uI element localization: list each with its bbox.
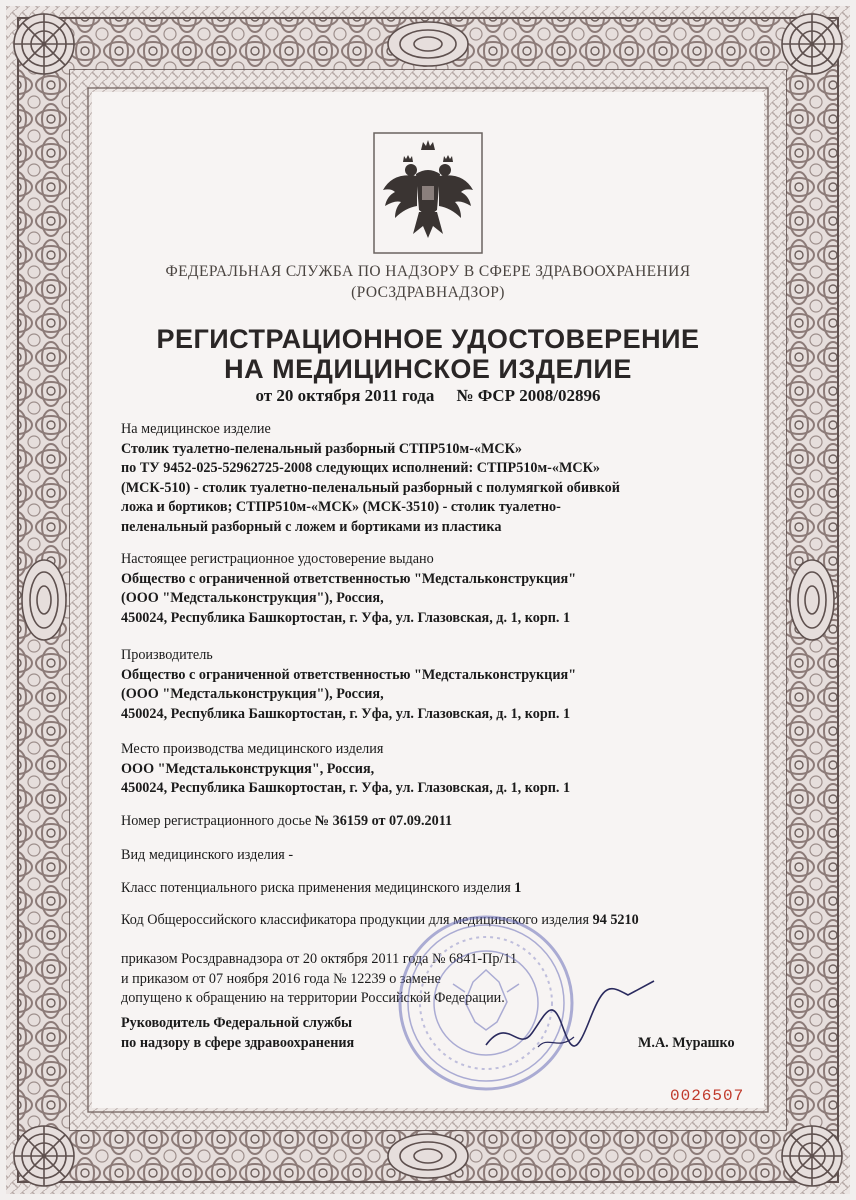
order-line: и приказом от 07 ноября 2016 года № 12239 о замене <box>121 970 441 987</box>
device-line: (МСК-510) - столик туалетно-пеленальный разборный с полумягкой обивкой <box>121 479 620 496</box>
signatory-name: М.А. Мурашко <box>638 1035 735 1051</box>
device-line: ложа и бортиков; СТПР510м-«МСК» (МСК-3510) - столик туалетно- <box>121 499 561 515</box>
production-site-section <box>121 740 570 799</box>
device-line: пеленальный разборный с ложем и бортиками из пластика <box>121 518 502 535</box>
handwritten-signature <box>478 975 658 1065</box>
agency-abbreviation: (РОСЗДРАВНАДЗОР) <box>351 284 505 301</box>
device-type-row <box>121 846 293 866</box>
signatory-title-line1: Руководитель Федеральной службы <box>121 1015 353 1031</box>
agency-name: ФЕДЕРАЛЬНАЯ СЛУЖБА ПО НАДЗОРУ В СФЕРЕ ЗДРАВООХРАНЕНИЯ <box>165 263 691 280</box>
order-line: допущено к обращению на территории Российской Федерации. <box>121 990 505 1006</box>
double-headed-eagle-icon <box>373 132 483 254</box>
manufacturer-section <box>121 646 576 724</box>
signatory-title-line2: по надзору в сфере здравоохранения <box>121 1034 355 1051</box>
risk-class-row <box>121 879 521 899</box>
issued-to-section <box>121 550 576 628</box>
issued-to-label: Настоящее регистрационное удостоверение выдано <box>121 551 434 567</box>
risk-class-label: Класс потенциального риска применения медицинского изделия <box>121 880 511 896</box>
production-site-line: 450024, Республика Башкортостан, г. Уфа, ул. Глазовская, д. 1, корп. 1 <box>121 780 571 796</box>
production-site-line: ООО "Медстальконструкция", Россия, <box>121 760 375 777</box>
certificate-date-number <box>0 386 856 406</box>
production-site-label: Место производства медицинского изделия <box>121 741 384 757</box>
certificate-title-line2: НА МЕДИЦИНСКОЕ ИЗДЕЛИЕ <box>224 354 632 384</box>
manufacturer-label: Производитель <box>121 647 213 663</box>
serial-number: 0026507 <box>670 1087 745 1105</box>
dossier-value: № 36159 от 07.09.2011 <box>314 813 453 829</box>
device-line: по ТУ 9452-025-52962725-2008 следующих исполнений: СТПР510м-«МСК» <box>121 460 600 476</box>
manufacturer-line: Общество с ограниченной ответственностью "Медстальконструкция" <box>121 666 577 683</box>
manufacturer-line: 450024, Республика Башкортостан, г. Уфа, ул. Глазовская, д. 1, корп. 1 <box>121 705 571 722</box>
dossier-row <box>121 812 452 832</box>
okp-code-value: 94 5210 <box>592 912 639 928</box>
certificate-number: № ФСР 2008/02896 <box>456 386 601 405</box>
signatory-title <box>121 1014 354 1053</box>
issued-to-line: 450024, Республика Башкортостан, г. Уфа, ул. Глазовская, д. 1, корп. 1 <box>121 609 571 626</box>
issued-to-line: Общество с ограниченной ответственностью "Медстальконструкция" <box>121 570 577 587</box>
device-section <box>121 420 620 537</box>
certificate-title-line1: РЕГИСТРАЦИОННОЕ УДОСТОВЕРЕНИЕ <box>156 324 700 354</box>
issued-to-line: (ООО "Медстальконструкция"), Россия, <box>121 590 384 606</box>
dossier-label: Номер регистрационного досье <box>121 813 312 829</box>
risk-class-value: 1 <box>514 880 522 896</box>
order-line: приказом Росздравнадзора от 20 октября 2011 года № 6841-Пр/11 <box>121 951 518 967</box>
okp-code-label: Код Общероссийского классификатора продукции для медицинского изделия <box>121 912 590 928</box>
device-line: Столик туалетно-пеленальный разборный СТПР510м-«МСК» <box>121 440 523 457</box>
certificate-date: от 20 октября 2011 года <box>255 386 435 405</box>
device-type-label: Вид медицинского изделия - <box>121 847 294 863</box>
device-label: На медицинское изделие <box>121 421 271 437</box>
manufacturer-line: (ООО "Медстальконструкция"), Россия, <box>121 686 384 702</box>
